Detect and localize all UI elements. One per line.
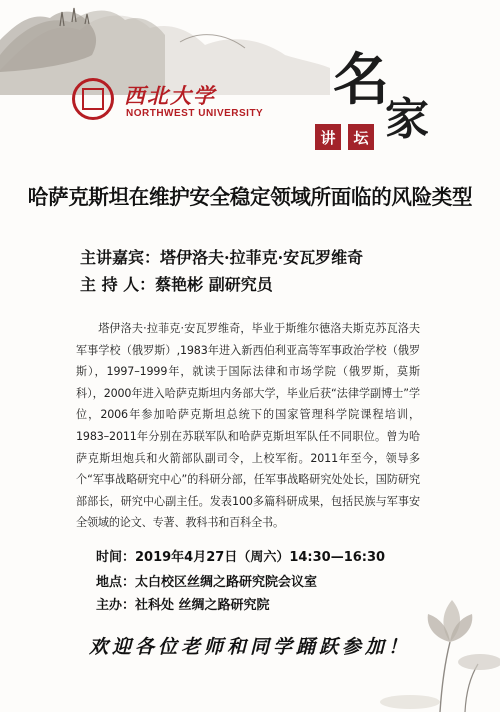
event-organizer: 主办：社科处 丝绸之路研究院 (96, 598, 270, 613)
speaker-line: 主讲嘉宾：塔伊洛夫·拉菲克·安瓦罗维奇 (80, 248, 364, 267)
event-time: 时间：2019年4月27日（周六）14:30—16:30 (96, 550, 386, 565)
series-title-char-2: 家 (385, 94, 429, 145)
host-line: 主 持 人：蔡艳彬 副研究员 (80, 275, 273, 294)
university-seal-icon (72, 78, 114, 120)
welcome-message: 欢迎各位老师和同学踊跃参加！ (88, 636, 411, 658)
lotus-decoration (370, 552, 500, 712)
speaker-bio: 塔伊洛夫·拉菲克·安瓦罗维奇，毕业于斯维尔德洛夫斯克苏瓦洛夫军事学校（俄罗斯）,1983年进入新西伯利亚高等军事政治学校（俄罗斯），1997–1999年，就读于国际法律和市场学院（俄罗斯，莫斯科），2000年进入哈萨克斯坦内务部大学，毕业后获“法律学副博士”学位，2006年参加哈萨克斯坦总统下的国家管理科学院课程培训，1983–2011年分别在苏联军队和哈萨克斯坦军队任不同职位。曾为哈萨克斯坦炮兵和火箭部队副司令，上校军衔。2011年至今，领导多个“军事战略研究中心”的科研分部，任军事战略研究处处长，国防研究部部长，研究中心副主任。发表100多篇科研成果，包括民族与军事安全领域的论文、专著、教科书和百科全书。 (76, 322, 420, 530)
event-place: 地点：太白校区丝绸之路研究院会议室 (96, 575, 318, 590)
lecture-title: 哈萨克斯坦在维护安全稳定领域所面临的风险类型 (27, 185, 473, 209)
series-stamp-1: 讲 (315, 124, 341, 150)
university-name-cn: 西北大学 (124, 83, 216, 108)
series-stamp-2: 坛 (348, 124, 374, 150)
university-name-en: NORTHWEST UNIVERSITY (126, 108, 264, 119)
series-title-char-1: 名 (333, 47, 389, 113)
